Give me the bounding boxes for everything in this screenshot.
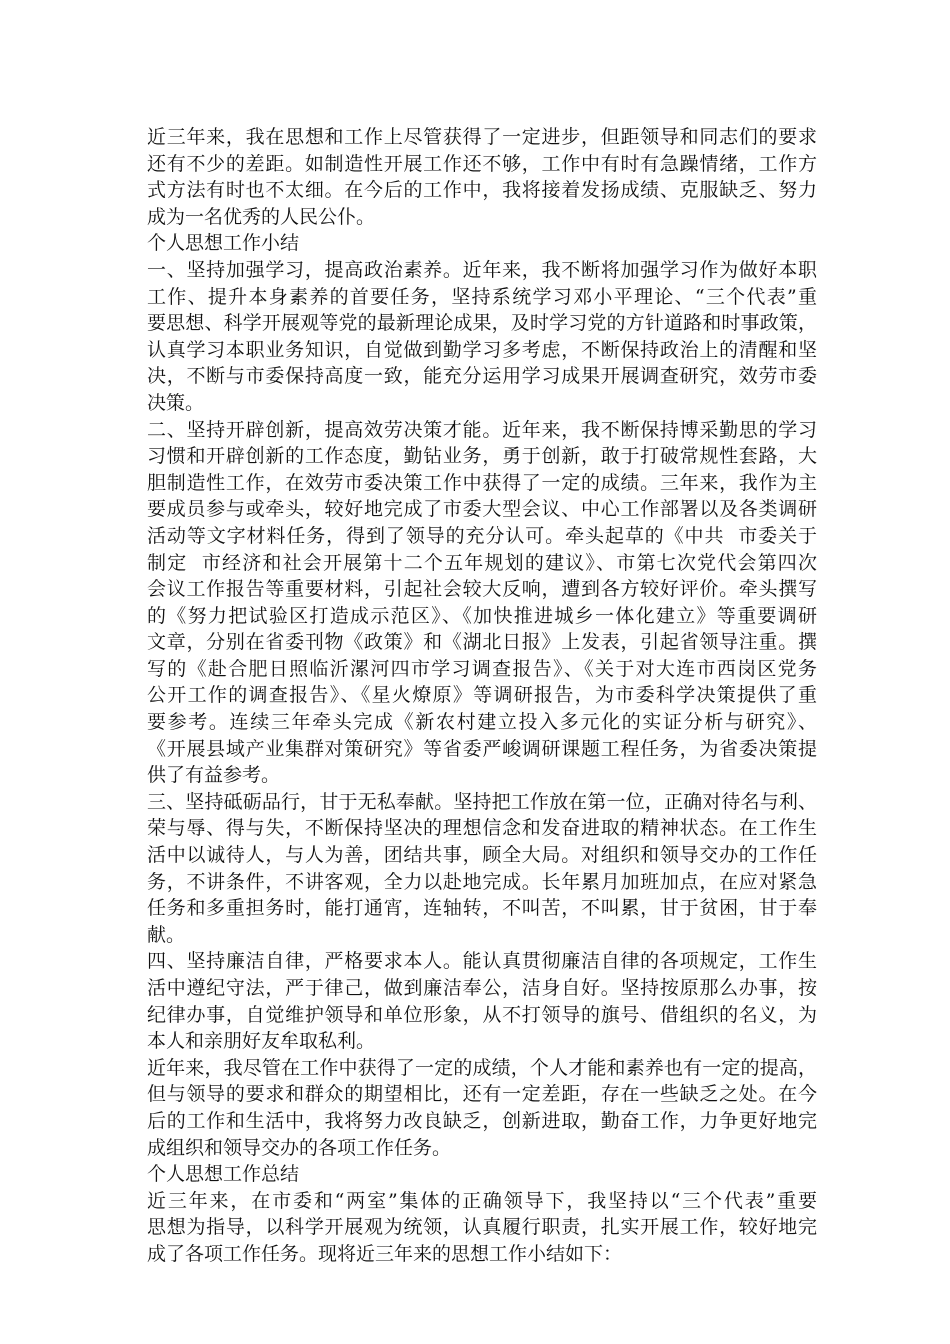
text-line: 四、坚持廉洁自律，严格要求本人。能认真贯彻廉洁自律的各项规定，工作生: [147, 950, 817, 973]
text-line: 写的《赴合肥日照临沂漯河四市学习调查报告》、《关于对大连市西岗区党务: [147, 657, 817, 680]
text-line: 任务和多重担务时，能打通宵，连轴转，不叫苦，不叫累，甘于贫困，甘于奉: [147, 897, 817, 920]
text-line: 要成员参与或牵头，较好地完成了市委大型会议、中心工作部署以及各类调研: [147, 498, 817, 521]
text-line: 要思想、科学开展观等党的最新理论成果，及时学习党的方针道路和时事政策，: [147, 312, 817, 335]
text-line: 制定 市经济和社会开展第十二个五年规划的建议》、市第七次党代会第四次: [147, 551, 817, 574]
text-line: 认真学习本职业务知识，自觉做到勤学习多考虑，不断保持政治上的清醒和坚: [147, 338, 817, 361]
text-line: 近三年来，我在思想和工作上尽管获得了一定进步，但距领导和同志们的要求: [147, 126, 817, 148]
text-line: 近三年来，在市委和“两室”集体的正确领导下，我坚持以“三个代表”重要: [147, 1189, 817, 1212]
text-line: 荣与辱、得与失，不断保持坚决的理想信念和发奋进取的精神状态。在工作生: [147, 817, 817, 840]
text-line: 二、坚持开辟创新，提高效劳决策才能。近年来，我不断保持博采勤思的学习: [147, 418, 817, 441]
text-line: 习惯和开辟创新的工作态度，勤钻业务，勇于创新，敢于打破常规性套路，大: [147, 445, 817, 468]
text-line: 活动等文字材料任务，得到了领导的充分认可。牵头起草的《中共 市委关于: [147, 524, 817, 547]
text-line: 务，不讲条件，不讲客观，全力以赴地完成。长年累月加班加点，在应对紧急: [147, 870, 817, 893]
text-line: 后的工作和生活中，我将努力改良缺乏，创新进取，勤奋工作，力争更好地完: [147, 1109, 817, 1132]
text-line: 会议工作报告等重要材料，引起社会较大反响，遭到各方较好评价。牵头撰写: [147, 578, 817, 601]
text-line: 要参考。连续三年牵头完成《新农村建立投入多元化的实证分析与研究》、: [147, 711, 817, 734]
text-line: 决，不断与市委保持高度一致，能充分运用学习成果开展调查研究，效劳市委: [147, 365, 817, 388]
text-line: 本人和亲朋好友牟取私利。: [147, 1030, 376, 1053]
text-line: 一、坚持加强学习，提高政治素养。近年来，我不断将加强学习作为做好本职: [147, 258, 817, 281]
text-line: 成组织和领导交办的各项工作任务。: [147, 1136, 452, 1159]
text-line: 纪律办事，自觉维护领导和单位形象，从不打领导的旗号、借组织的名义，为: [147, 1003, 817, 1026]
text-line: 的《努力把试验区打造成示范区》、《加快推进城乡一体化建立》等重要调研: [147, 604, 817, 627]
text-line: 近年来，我尽管在工作中获得了一定的成绩，个人才能和素养也有一定的提高，: [147, 1056, 817, 1079]
text-line: 公开工作的调查报告》、《星火燎原》等调研报告，为市委科学决策提供了重: [147, 684, 817, 707]
text-line: 活中遵纪守法，严于律己，做到廉洁奉公，洁身自好。坚持按原那么办事，按: [147, 977, 817, 999]
text-line: 成为一名优秀的人民公仆。: [147, 205, 376, 228]
text-line: 思想为指导，以科学开展观为统领，认真履行职责，扎实开展工作，较好地完: [147, 1216, 817, 1239]
text-line: 成了各项工作任务。现将近三年来的思想工作小结如下：: [147, 1242, 623, 1265]
text-line: 献。: [147, 923, 186, 946]
text-line: 工作、提升本身素养的首要任务，坚持系统学习邓小平理论、“三个代表”重: [147, 285, 817, 308]
text-line: 胆制造性工作，在效劳市委决策工作中获得了一定的成绩。三年来，我作为主: [147, 471, 817, 494]
text-line: 还有不少的差距。如制造性开展工作还不够，工作中有时有急躁情绪，工作方: [147, 152, 817, 175]
text-line: 活中以诚待人，与人为善，团结共事，顾全大局。对组织和领导交办的工作任: [147, 844, 817, 867]
document-body: [147, 124, 817, 1268]
text-line: 式方法有时也不太细。在今后的工作中，我将接着发扬成绩、克服缺乏、努力: [147, 179, 817, 202]
text-line: 决策。: [147, 391, 205, 414]
text-line: 个人思想工作总结: [147, 1163, 300, 1186]
text-line: 个人思想工作小结: [147, 232, 300, 255]
text-line: 供了有益参考。: [147, 764, 281, 787]
text-line: 文章，分别在省委刊物《政策》和《湖北日报》上发表，引起省领导注重。撰: [147, 631, 817, 654]
text-line: 但与领导的要求和群众的期望相比，还有一定差距，存在一些缺乏之处。在今: [147, 1083, 817, 1106]
text-line: 《开展县域产业集群对策研究》等省委严峻调研课题工程任务，为省委决策提: [147, 737, 817, 760]
text-line: 三、坚持砥砺品行，甘于无私奉献。坚持把工作放在第一位，正确对待名与利、: [147, 790, 817, 813]
